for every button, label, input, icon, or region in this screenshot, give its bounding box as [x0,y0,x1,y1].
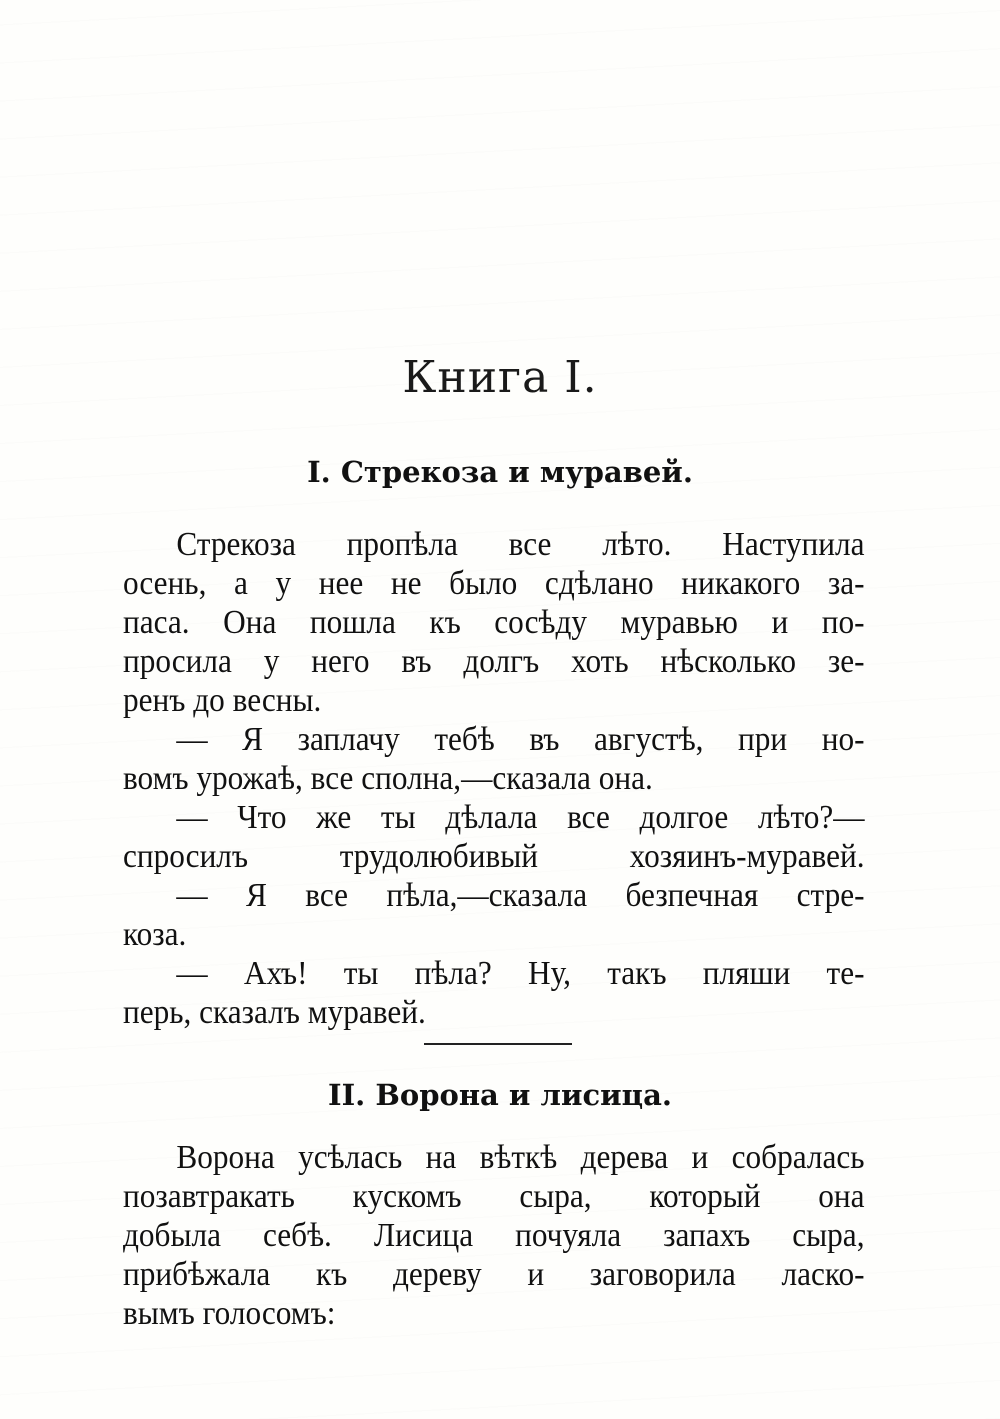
fable-title-1: I. Стрекоза и муравей. [307,455,693,489]
fable-title-2: II. Ворона и лисица. [328,1078,672,1112]
text-line: прибѣжала къ дереву и заговорила ласко- [123,1256,865,1293]
text-line: коза. [123,916,187,953]
text-line: осень, а у нее не было сдѣлано никакого за- [123,565,865,602]
text-line: — Я заплачу тебѣ въ августѣ, при но- [176,721,865,758]
text-line: Ворона усѣлась на вѣткѣ дерева и собралась [176,1139,865,1176]
text-line: паса. Она пошла къ сосѣду муравью и по- [123,604,865,641]
text-line: ренъ до весны. [123,682,322,719]
text-line: — Ахъ! ты пѣла? Ну, такъ пляши те- [176,955,865,992]
text-line: Стрекоза пропѣла все лѣто. Наступила [176,526,865,563]
text-line: спросилъ трудолюбивый хозяинъ-муравей. [123,838,865,875]
text-line: вымъ голосомъ: [123,1295,336,1332]
fable-1-text [123,525,865,1032]
text-line: добыла себѣ. Лисица почуяла запахъ сыра, [123,1217,865,1254]
fable-2-text [123,1138,865,1333]
text-line: — Я все пѣла,—сказала безпечная стре- [176,877,865,914]
book-heading: Книга I. [402,352,598,403]
text-line: позавтракать кускомъ сыра, который она [123,1178,865,1215]
section-divider [424,1043,572,1045]
text-line: просила у него въ долгъ хоть нѣсколько зе- [123,643,865,680]
text-line: — Что же ты дѣлала все долгое лѣто?— [176,799,865,836]
text-line: вомъ урожаѣ, все сполна,—сказала она. [123,760,653,797]
text-line: перь, сказалъ муравей. [123,994,426,1031]
